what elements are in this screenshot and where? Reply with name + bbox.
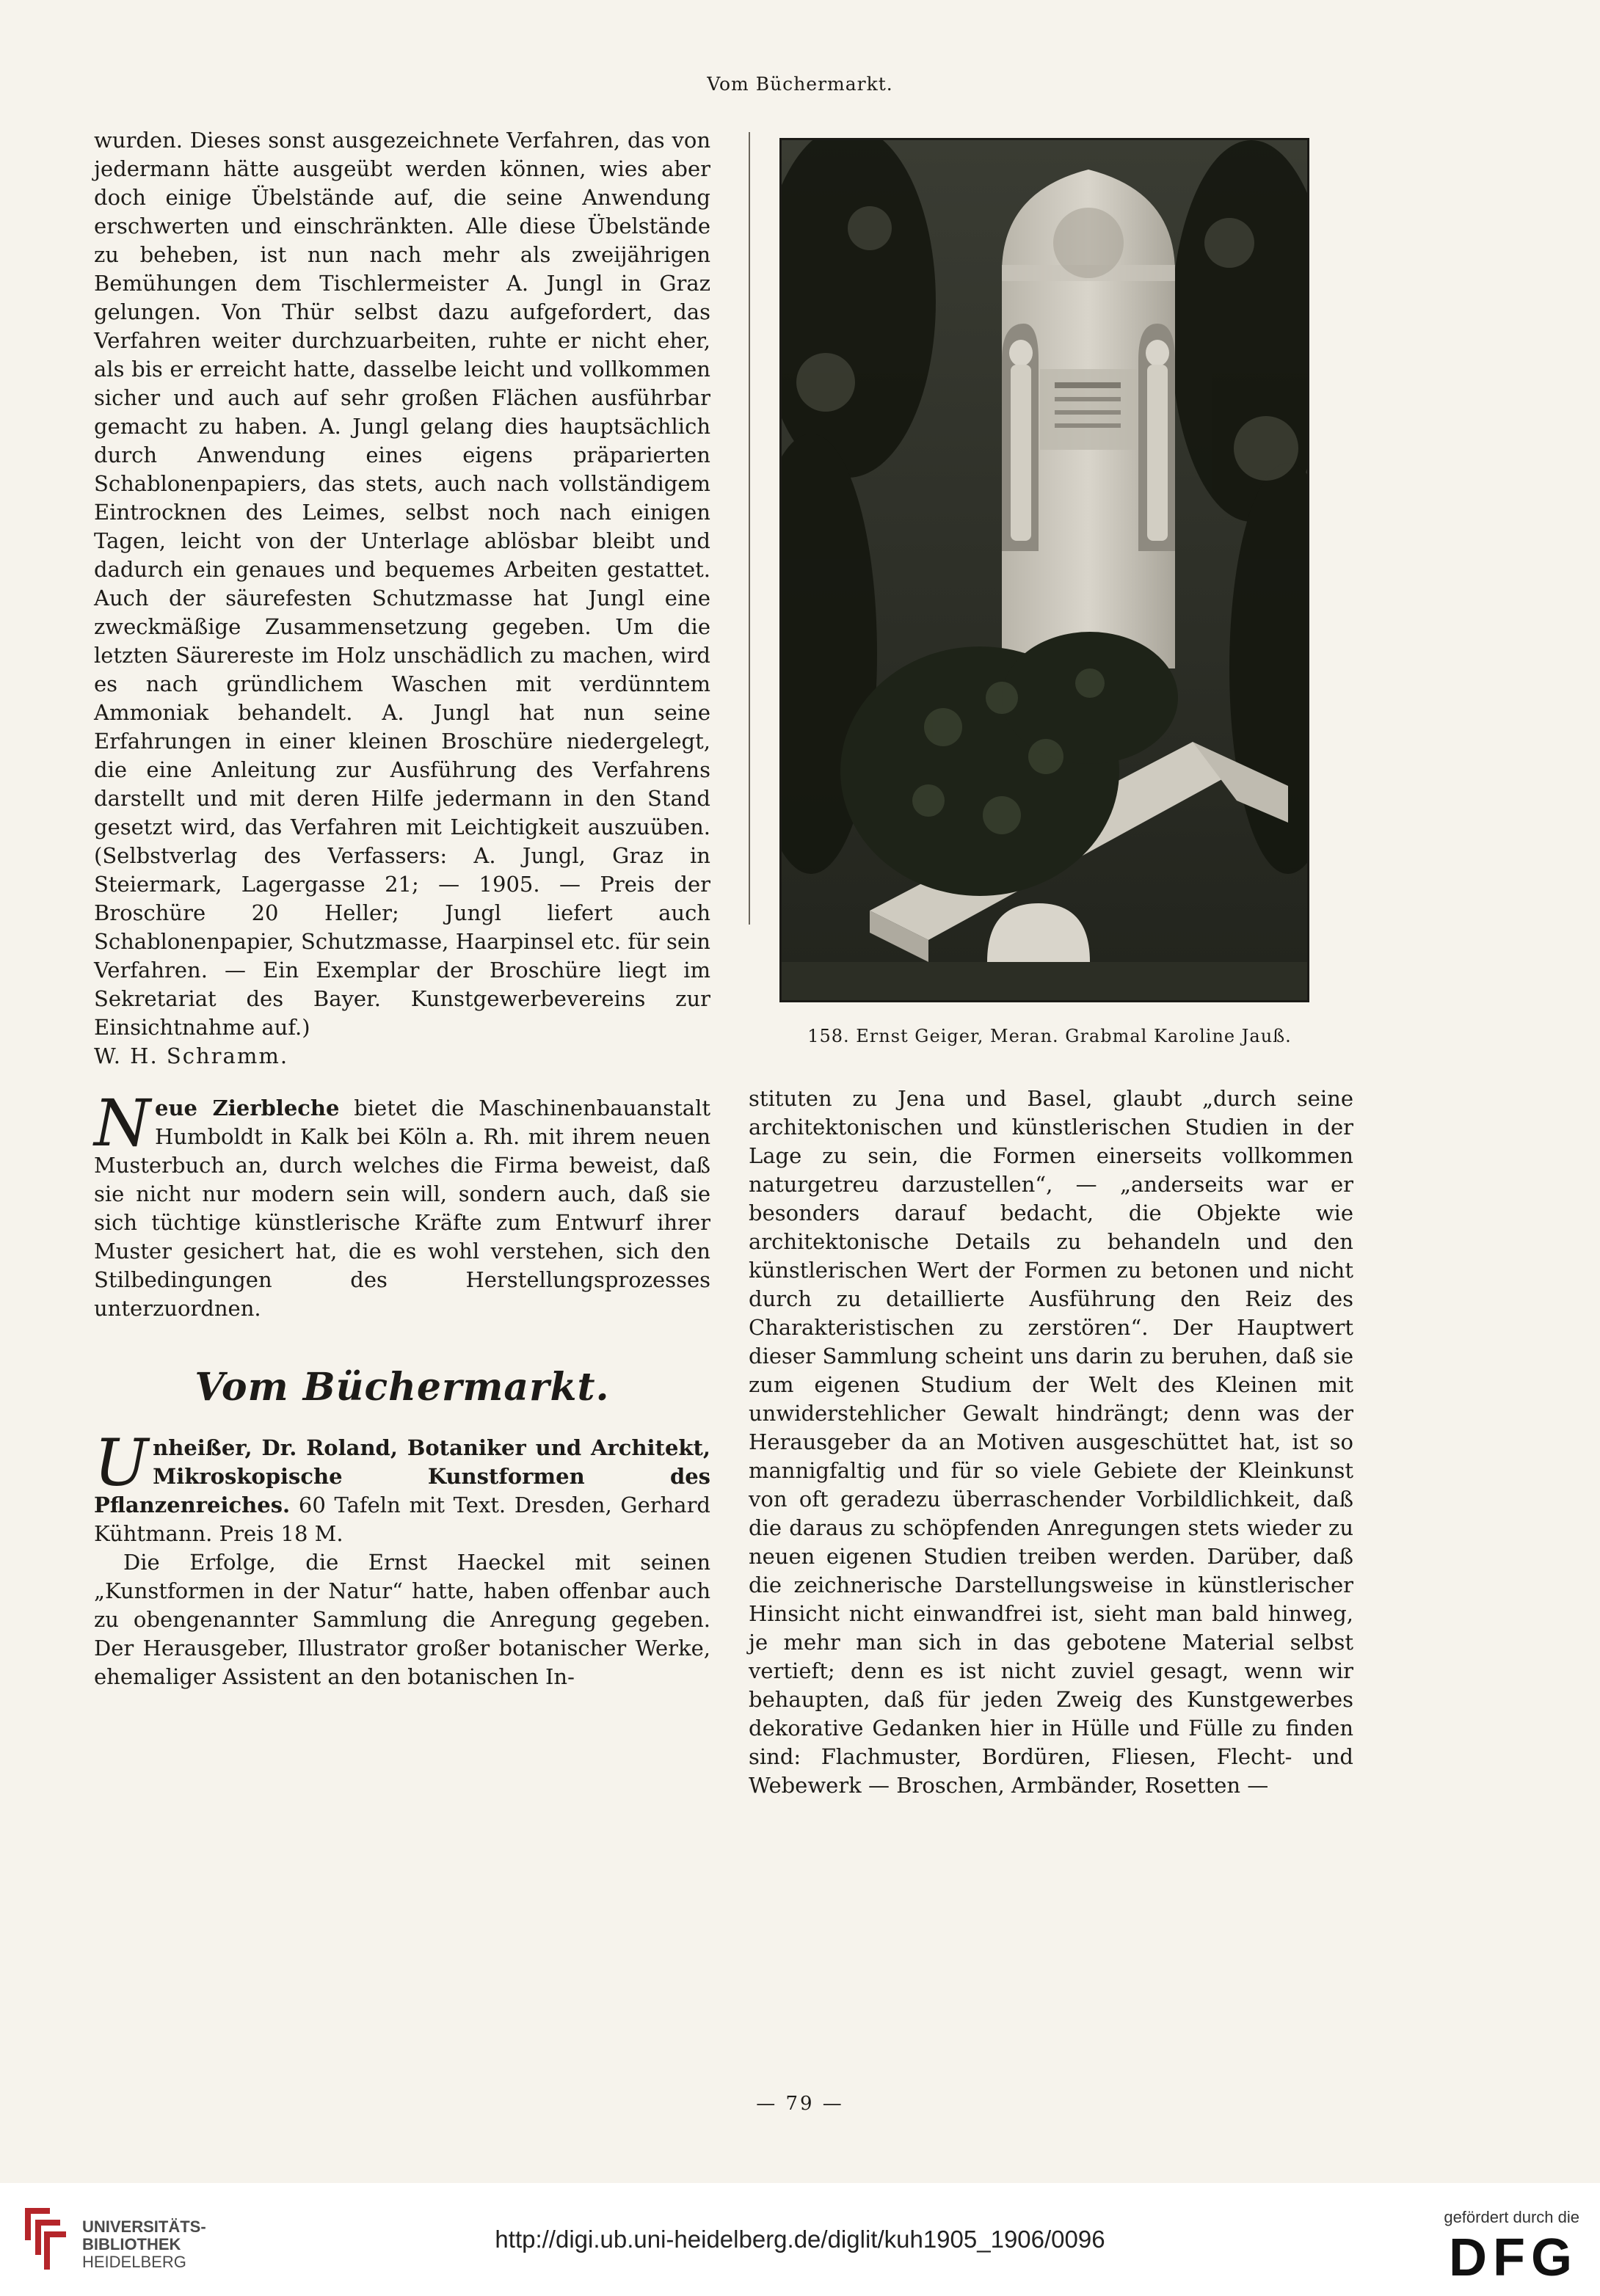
digitization-footer bbox=[0, 2183, 1600, 2296]
notice-paragraph bbox=[94, 1085, 710, 1323]
review-body: Die Erfolge, die Ernst Haeckel mit seinen „Kunstformen in der Natur“ hatte, haben offenbar auch zu obengenannter Sammlung die Anregung gegeben. Der Herausgeber, Illustrator großer botanischer Werke, ehemaliger Assistent an den botanischen In- bbox=[94, 1550, 710, 1689]
library-line: UNIVERSITÄTS- bbox=[82, 2217, 206, 2236]
review-continuation: stituten zu Jena und Basel, glaubt „durch seine architektonischen und künstlerischen Studien in der Lage zu sein, die Formen einerseits vollkommen naturgetreu darzustellen“, — „anderseits war er besonders darauf bedacht, die Objekte wie architektonische Details zu behandeln und den künstlerischen Wert der Formen zu betonen und nicht durch zu detaillierte Ausführung den Reiz des Charakteristischen zu zerstören“. Der Hauptwert dieser Sammlung scheint uns darin zu beruhen, daß sie zum eigenen Studium der Welt des Kleinen mit unwiderstehlicher Gewalt hindrängt; denn was der Herausgeber da an Motiven ausgeschüttet hat, ist so mannigfaltig und für so viele Gebiete der Kleinkunst von oft geradezu überraschender Vorbildlichkeit, daß die daraus zu schöpfenden Anregungen stets wieder zu neuen eigenen Studien treiben werden. Darüber, daß die zeichnerische Darstellungsweise in künstlerischer Hinsicht nicht einwandfrei ist, sieht man bald hinweg, je mehr man sich in das gebotene Material selbst vertieft; denn es ist nicht zuviel gesagt, wenn wir behaupten, daß für jeden Zweig des Kunstgewerbes dekorative Gedanken hier in Hülle und Fülle zu finden sind: Flachmuster, Bordüren, Fliesen, Flecht- und Webewerk — Broschen, Armbänder, Rosetten — bbox=[749, 1086, 1353, 1798]
permalink[interactable]: http://digi.ub.uni-heidelberg.de/diglit/kuh1905_1906/0096 bbox=[495, 2226, 1105, 2253]
review-title: nheißer, Dr. Roland, Botaniker und Architekt, Mikroskopische Kunstformen des Pflanzenreiches. bbox=[94, 1435, 710, 1517]
page-number: — 79 — bbox=[756, 2093, 844, 2115]
article-paragraph: wurden. Dieses sonst ausgezeichnete Verfahren, das von jedermann hätte ausgeübt werden können, wies aber doch einige Übelstände auf, die seine Anwendung erschwerten und einschränkten. Alle diese Übelstände zu beheben, ist nun nach mehr als zweijährigen Bemühungen dem Tischlermeister A. Jungl in Graz gelungen. Von Thür selbst dazu aufgefordert, das Verfahren weiter durchzuarbeiten, ruhte er nicht eher, als bis er erreicht hatte, dasselbe leicht und vollkommen sicher und auch auf sehr großen Flächen ausführbar gemacht zu haben. A. Jungl gelang dies hauptsächlich durch Anwendung eines eigens präparierten Schablonenpapiers, das stets, auch nach vollständigem Eintrocknen des Leimes, selbst noch nach einigen Tagen, leicht von der Unterlage ablösbar bleibt und dadurch ein genaues und bequemes Arbeiten gestattet. Auch der säurefesten Schutzmasse hat Jungl eine zweckmäßige Zusammensetzung gegeben. Um die letzten Säurereste im Holz unschädlich zu machen, wird es nach gründlichem Waschen mit verdünntem Ammoniak behandelt. A. Jungl hat nun seine Erfahrungen in einer kleinen Broschüre niedergelegt, die eine Anleitung zur Ausführung des Verfahrens darstellt und mit deren Hilfe jedermann in den Stand gesetzt wird, das Verfahren mit Leichtigkeit auszuüben. (Selbstverlag des Verfassers: A. Jungl, Graz in Steiermark, Lagergasse 21; — 1905. — Preis der Broschüre 20 Heller; Jungl liefert auch Schablonenpapier, Schutzmasse, Haarpinsel etc. für sein Verfahren. — Ein Exemplar der Broschüre liegt im Sekretariat des Bayer. Kunstgewerbevereins zur Einsichtnahme auf.) bbox=[94, 128, 710, 1040]
library-line: HEIDELBERG bbox=[82, 2253, 186, 2271]
notice-text: bietet die Maschinenbauanstalt Humboldt in Kalk bei Köln a. Rh. mit ihrem neuen Musterbuch an, durch welches die Firma beweist, daß sie nicht nur modern sein will, sondern auch, daß sie sich tüchtige künstlerische Kräfte zum Entwurf ihrer Muster gesichert hat, die es wohl verstehen, sich den Stilbedingungen des Herstellungsprozesses unterzuordnen. bbox=[94, 1096, 710, 1321]
drop-cap: U bbox=[94, 1425, 149, 1501]
column-rule bbox=[749, 132, 750, 925]
gravestone-photo bbox=[779, 138, 1309, 1002]
dfg-logo: DFG bbox=[1449, 2228, 1578, 2287]
section-title: Vom Büchermarkt. bbox=[194, 1365, 610, 1410]
running-head: Vom Büchermarkt. bbox=[707, 73, 893, 95]
review-heading bbox=[94, 1425, 710, 1548]
figure-caption: 158. Ernst Geiger, Meran. Grabmal Karoline Jauß. bbox=[807, 1026, 1292, 1046]
right-column bbox=[749, 1085, 1353, 1800]
library-line: BIBLIOTHEK bbox=[82, 2235, 181, 2253]
notice-heading: eue Zierbleche bbox=[155, 1096, 340, 1120]
left-column bbox=[94, 126, 710, 1691]
photo-illustration bbox=[782, 140, 1307, 1000]
drop-cap: N bbox=[94, 1085, 150, 1161]
author-signature: W. H. Schramm. bbox=[94, 1043, 289, 1068]
funded-by-label: gefördert durch die bbox=[1444, 2208, 1579, 2226]
review-meta: 60 Tafeln mit Text. Dresden, Gerhard Kühtmann. Preis 18 M. bbox=[94, 1493, 710, 1546]
